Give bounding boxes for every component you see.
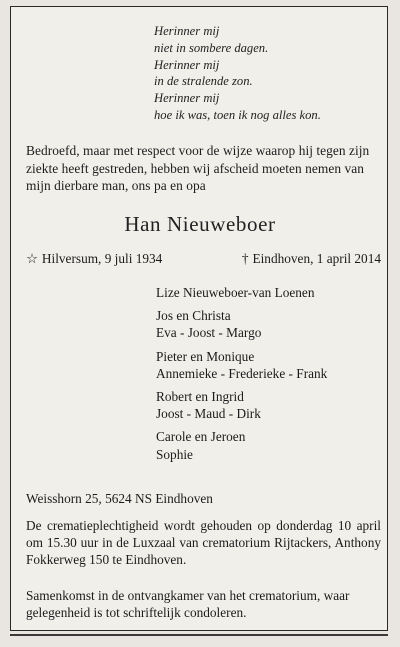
family-group xyxy=(156,284,327,301)
poem-line: in de stralende zon. xyxy=(154,74,253,89)
poem-line: niet in sombere dagen. xyxy=(154,40,269,55)
family-group xyxy=(156,348,327,382)
family-line: Lize Nieuweboer-van Loenen xyxy=(156,285,315,300)
family-line: Annemieke - Frederieke - Frank xyxy=(156,365,328,381)
family-group xyxy=(156,388,327,422)
family-line: Pieter en Monique xyxy=(156,348,255,364)
poem-line: Herinner mij xyxy=(154,57,220,72)
family-line: Robert en Ingrid xyxy=(156,389,244,405)
family-line: Eva - Joost - Margo xyxy=(156,325,262,341)
family-group xyxy=(156,428,327,462)
star-icon: ☆ xyxy=(26,251,38,266)
poem-line: hoe ik was, toen ik nog alles kon. xyxy=(154,107,321,122)
death-text: Eindhoven, 1 april 2014 xyxy=(252,251,381,266)
family-line: Jos en Christa xyxy=(156,308,231,324)
family-list xyxy=(156,284,327,469)
birth-text: Hilversum, 9 juli 1934 xyxy=(41,251,163,266)
family-line: Carole en Jeroen xyxy=(156,429,246,445)
death-info xyxy=(242,251,381,267)
family-line: Joost - Maud - Dirk xyxy=(156,406,261,422)
poem-line: Herinner mij xyxy=(154,91,220,106)
ceremony-text: De crematieplechtigheid wordt gehouden op donderdag 10 april om 15.30 uur in de Luxzaal van crematorium Rijtackers, Anthony Fokkerweg 150 te Eindhoven. xyxy=(26,518,381,568)
address: Weisshorn 25, 5624 NS Eindhoven xyxy=(26,491,213,506)
poem xyxy=(154,23,321,124)
intro-text: Bedroefd, maar met respect voor de wijze waarop hij tegen zijn ziekte heeft gestreden, hebben wij afscheid moeten nemen van mijn dierbare man, ons pa en opa xyxy=(26,143,370,193)
death-notice xyxy=(10,6,388,631)
divider xyxy=(10,634,388,636)
newspaper-edge xyxy=(0,0,10,647)
poem-line: Herinner mij xyxy=(154,24,220,38)
family-line: Sophie xyxy=(156,446,193,462)
cross-icon: † xyxy=(241,251,249,266)
birth-info xyxy=(26,251,162,267)
gathering-text: Samenkomst in de ontvangkamer van het crematorium, waar gelegenheid is tot schriftelijk condoleren. xyxy=(26,588,350,621)
deceased-name: Han Nieuweboer xyxy=(124,212,276,236)
family-group xyxy=(156,307,327,341)
life-dates xyxy=(26,251,381,267)
